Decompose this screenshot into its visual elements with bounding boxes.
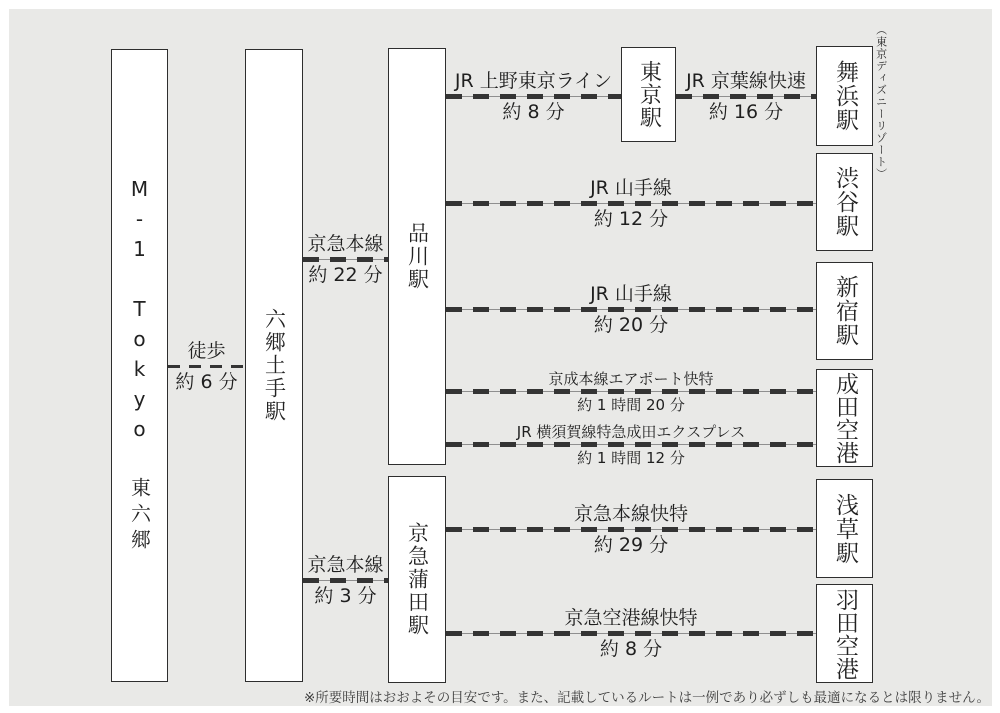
connection-kamata-asakusa	[446, 502, 816, 559]
line-duration: 約 3 分	[314, 585, 377, 607]
line-label: JR 山手線	[590, 283, 672, 305]
disclaimer-footnote: ※所要時間はおおよその目安です。また、記載しているルートは一例であり必ずしも最適になるとは限りません。	[303, 690, 990, 706]
connection-shinagawa-tokyo	[446, 69, 621, 126]
connection-rokugo-shinagawa	[303, 232, 388, 289]
railway-line	[446, 307, 816, 312]
railway-line	[446, 201, 816, 206]
line-duration: 約 20 分	[593, 314, 669, 336]
connection-rokugo-kamata	[303, 553, 388, 610]
connection-shinagawa-narita-jr	[446, 422, 816, 469]
line-label: JR 横須賀線特急成田エクスプレス	[516, 423, 746, 441]
station-box-rokugodote	[245, 49, 303, 682]
line-duration: 約 16 分	[708, 101, 784, 123]
railway-line	[446, 389, 816, 394]
station-box-asakusa	[816, 479, 873, 578]
railway-line	[446, 631, 816, 636]
station-label-shinagawa: 品川駅	[405, 222, 430, 291]
line-duration: 約 1 時間 20 分	[577, 396, 685, 414]
station-label-shibuya: 渋谷駅	[832, 166, 858, 238]
line-duration: 約 1 時間 12 分	[577, 449, 685, 467]
walk-duration: 約 6 分	[175, 371, 238, 393]
origin-box	[111, 49, 168, 682]
connection-tokyo-maihama	[676, 69, 816, 126]
station-label-asakusa: 浅草駅	[832, 492, 858, 565]
railway-line	[446, 94, 621, 99]
railway-line	[676, 94, 816, 99]
railway-line	[303, 257, 388, 262]
walk-dashed-line	[168, 365, 245, 368]
line-label: 京急空港線快特	[564, 607, 698, 629]
station-label-maihama: 舞浜駅	[832, 60, 858, 132]
line-label: JR 山手線	[590, 177, 672, 199]
walk-line-label: 徒歩	[187, 340, 226, 362]
station-box-shinagawa	[388, 48, 446, 465]
line-label: 京成本線エアポート快特	[548, 370, 714, 388]
line-duration: 約 8 分	[599, 638, 663, 660]
railway-line	[446, 442, 816, 447]
line-label: JR 京葉線快速	[686, 70, 806, 92]
connection-shinagawa-narita-keisei	[446, 369, 816, 416]
station-box-shinjuku	[816, 262, 873, 360]
station-label-narita-airport: 成田空港	[832, 372, 858, 464]
line-label: JR 上野東京ライン	[454, 70, 613, 92]
line-duration: 約 12 分	[593, 208, 669, 230]
station-label-keikyu-kamata: 京急蒲田駅	[405, 522, 430, 637]
railway-line	[303, 578, 388, 583]
station-box-narita-airport	[816, 369, 873, 467]
station-box-maihama	[816, 46, 873, 146]
station-label-rokugodote: 六郷土手駅	[262, 308, 287, 423]
station-box-haneda-airport	[816, 584, 873, 683]
station-box-shibuya	[816, 153, 873, 251]
station-box-tokyo	[621, 47, 676, 142]
line-label: 京急本線	[307, 554, 384, 576]
line-duration: 約 29 分	[593, 534, 669, 556]
origin-label: M-1 Tokyo 東六郷	[127, 176, 152, 555]
station-box-keikyu-kamata	[388, 476, 446, 683]
connection-kamata-haneda	[446, 606, 816, 663]
station-label-shinjuku: 新宿駅	[832, 275, 858, 347]
connection-walk	[168, 339, 245, 396]
station-label-haneda-airport: 羽田空港	[832, 587, 858, 680]
line-label: 京急本線	[307, 233, 384, 255]
connection-shinagawa-shibuya	[446, 176, 816, 233]
station-label-tokyo: 東京駅	[636, 60, 662, 129]
railway-line	[446, 527, 816, 532]
line-label: 京急本線快特	[573, 503, 688, 525]
connection-shinagawa-shinjuku	[446, 282, 816, 339]
line-duration: 約 8 分	[502, 101, 565, 123]
maihama-disney-note: （東京ディズニーリゾート）	[874, 24, 888, 180]
line-duration: 約 22 分	[308, 264, 383, 286]
